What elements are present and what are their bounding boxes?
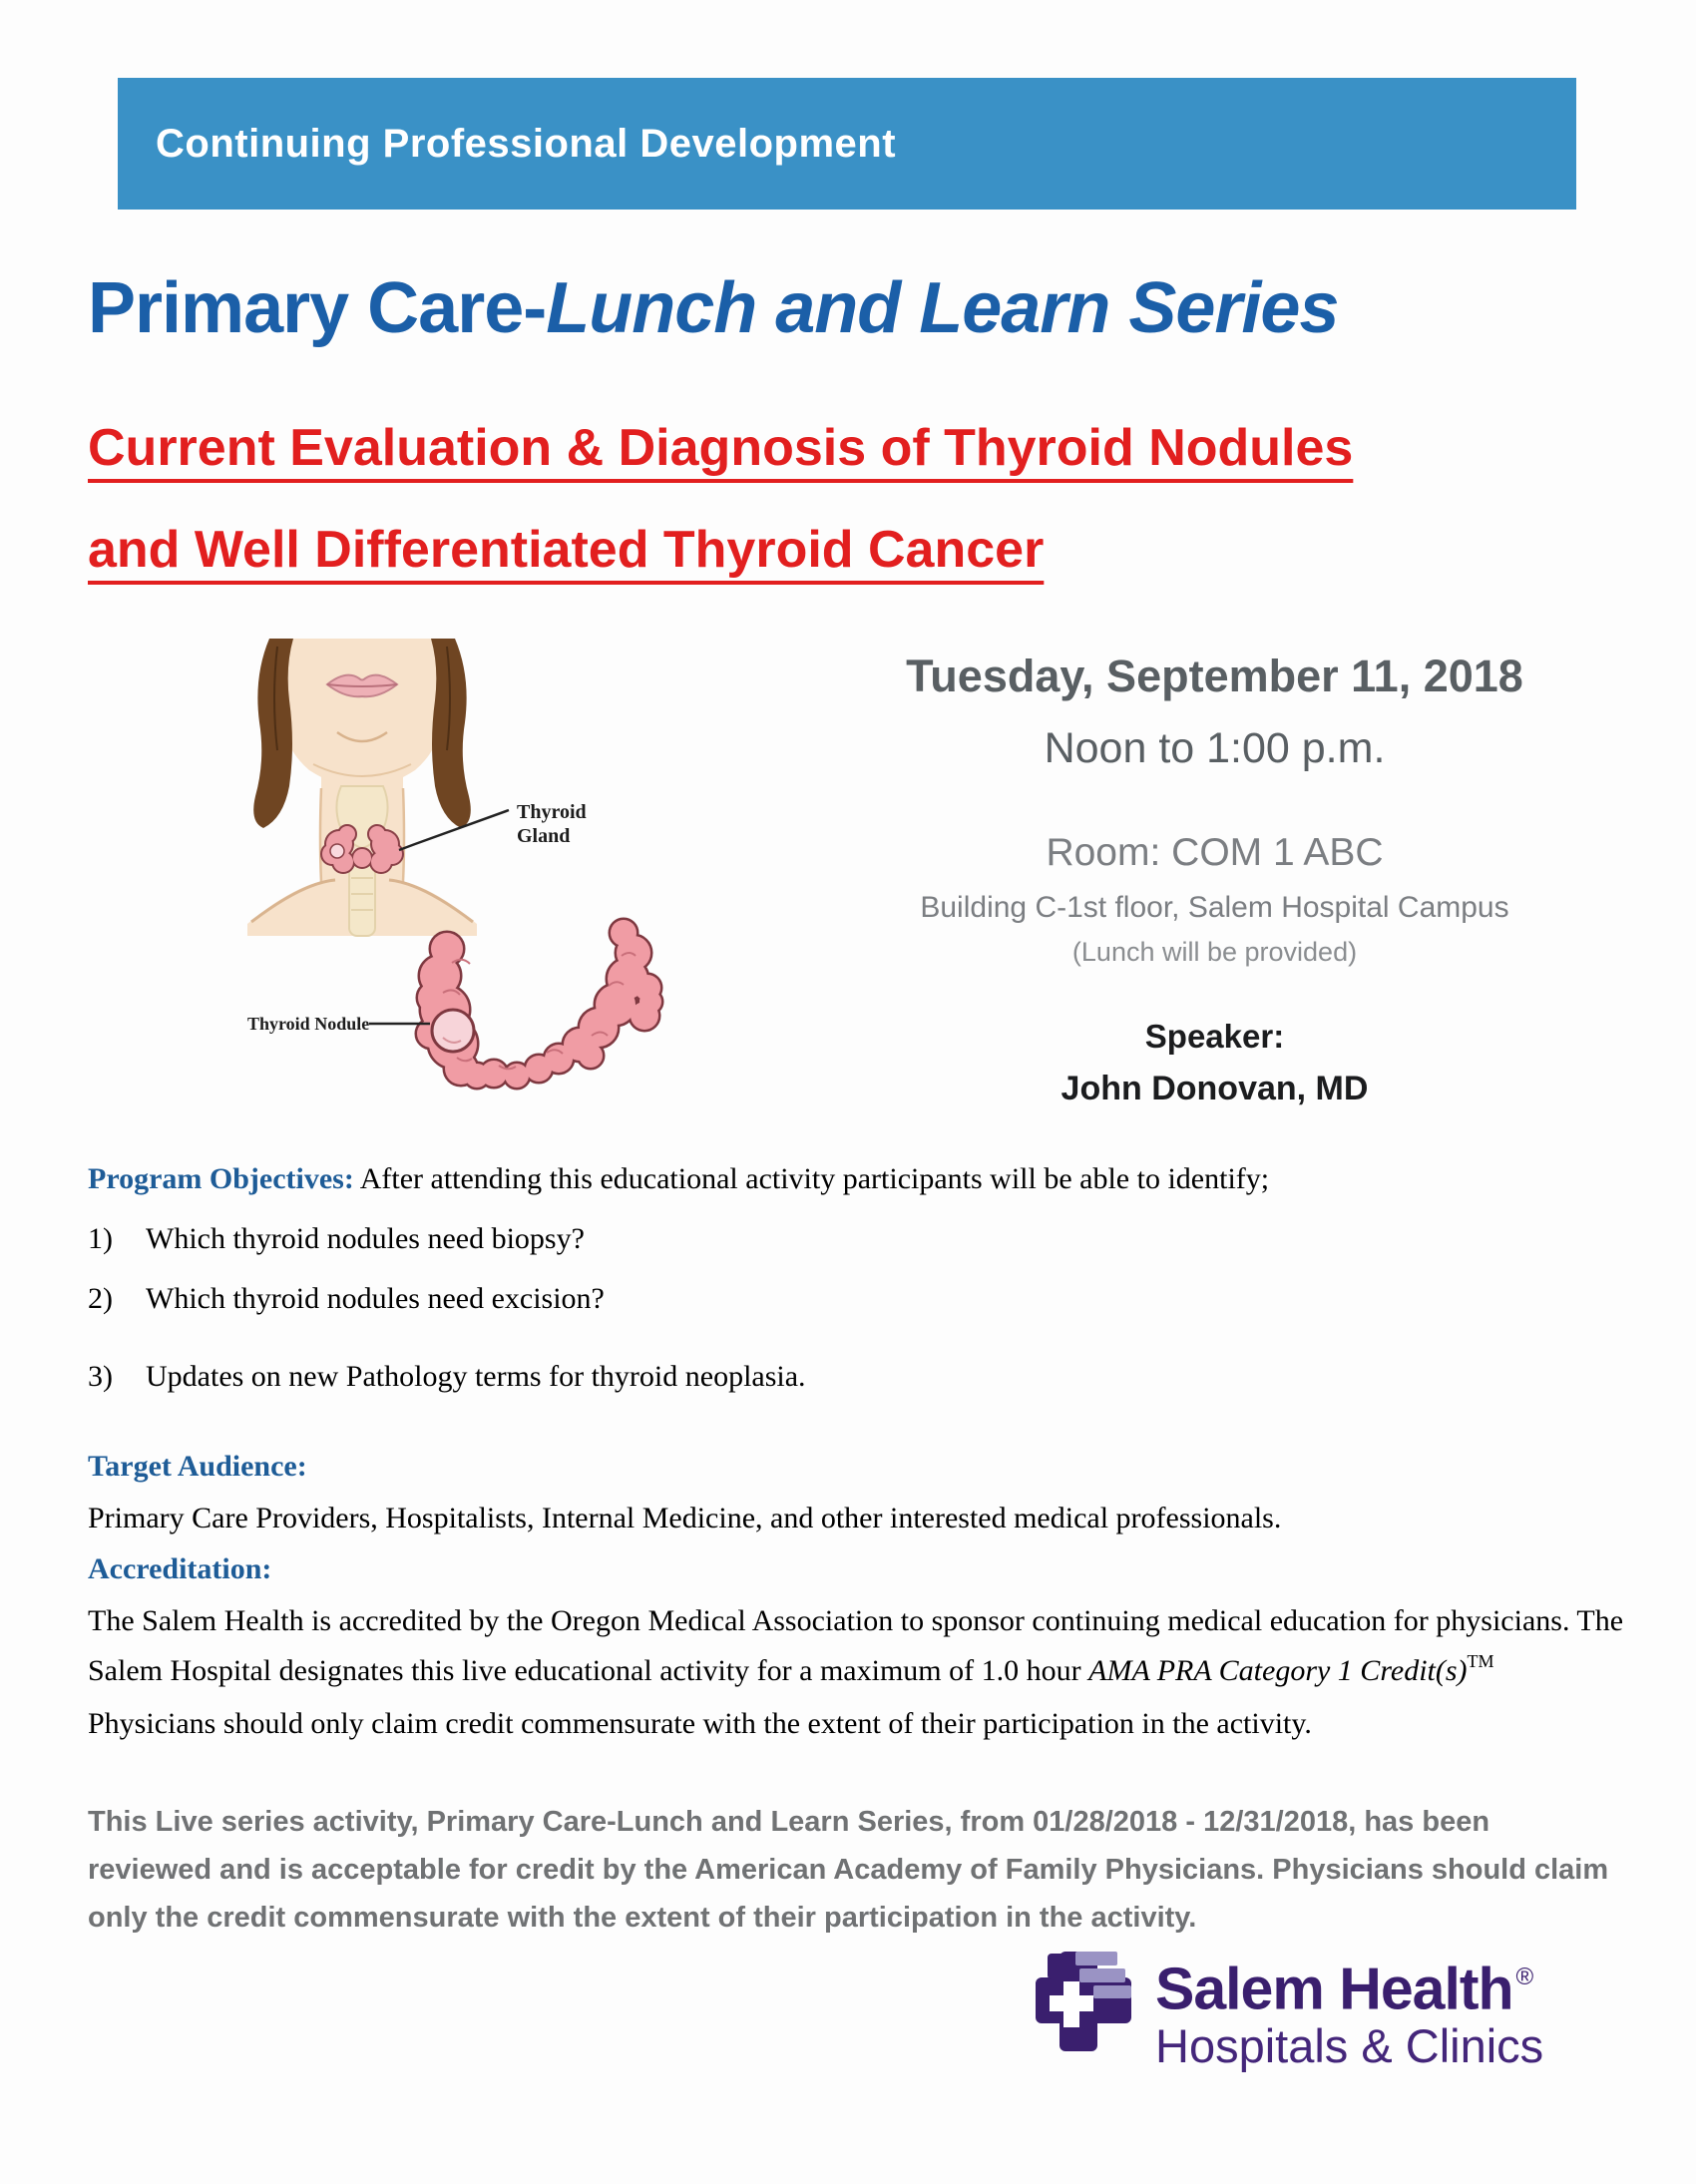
program-objectives-heading: Program Objectives: (88, 1162, 354, 1195)
thyroid-nodule-shape (432, 1010, 474, 1052)
objective-text: Which thyroid nodules need biopsy? (146, 1222, 585, 1255)
event-time: Noon to 1:00 p.m. (1044, 724, 1386, 772)
speaker-label: Speaker: (1144, 1018, 1285, 1055)
gland-label-line1: Thyroid (517, 801, 587, 823)
speaker-name: John Donovan, MD (1060, 1070, 1369, 1107)
accreditation-text-part2: Physicians should only claim credit commensurate with the extent of their participation in the activity. (88, 1707, 1312, 1740)
thyroid-closeup (417, 920, 661, 1088)
objective-item (88, 1355, 1614, 1399)
logo-name: Salem Health (1155, 1956, 1513, 2022)
target-audience-section (88, 1445, 1614, 1540)
objective-text: Which thyroid nodules need excision? (146, 1282, 605, 1315)
target-audience-heading: Target Audience: (88, 1450, 307, 1483)
objective-number: 2) (88, 1282, 113, 1315)
event-lunch-note: (Lunch will be provided) (1071, 937, 1358, 967)
objective-number: 3) (88, 1360, 113, 1393)
ama-pra-credit-phrase: AMA PRA Category 1 Credit(s) (1088, 1654, 1468, 1687)
event-topic-line2-wrap (88, 499, 1353, 601)
program-objectives-section (88, 1157, 1614, 1399)
page-title-italic: Lunch and Learn Series (546, 268, 1339, 348)
salem-health-cross-icon (1036, 1952, 1135, 2053)
salem-health-logo (1036, 1952, 1543, 2071)
aafp-credit-note: This Live series activity, Primary Care-Lunch and Learn Series, from 01/28/2018 - 12/31/2018, has been reviewed and is acceptable for credit by the American Academy of Family Physicians. Physicians should claim only the credit commensurate with the extent of their participation in the activity. (88, 1806, 1609, 1934)
program-objectives-intro: After attending this educational activity participants will be able to identify; (353, 1162, 1270, 1195)
objective-number: 1) (88, 1222, 113, 1255)
objective-item (88, 1277, 1614, 1321)
event-topic-line2: and Well Differentiated Thyroid Cancer (88, 521, 1045, 579)
event-details (843, 651, 1586, 1108)
event-date: Tuesday, September 11, 2018 (906, 651, 1523, 701)
objective-item (88, 1217, 1614, 1261)
trademark-superscript: TM (1467, 1651, 1494, 1671)
logo-tagline: Hospitals & Clinics (1155, 2018, 1544, 2072)
event-topic-heading (88, 397, 1353, 601)
event-building: Building C-1st floor, Salem Hospital Campus (920, 891, 1509, 924)
accreditation-heading: Accreditation: (88, 1552, 272, 1585)
header-banner (118, 78, 1576, 210)
accreditation-text-part1: The Salem Health is accredited by the Oregon Medical Association to sponsor continuing medical education for physicians. The Salem Hospital designates this live educational activity for a maximum of 1.0 hour (88, 1604, 1624, 1687)
page-title (88, 267, 1339, 349)
objective-text: Updates on new Pathology terms for thyroid neoplasia. (146, 1360, 806, 1393)
accreditation-section (88, 1544, 1624, 1749)
page-title-regular: Primary Care- (88, 268, 547, 348)
accreditation-text (88, 1596, 1624, 1749)
event-topic-line1: Current Evaluation & Diagnosis of Thyroid Nodules (88, 419, 1354, 477)
thyroid-illustration (247, 639, 676, 1092)
nodule-label: Thyroid Nodule (247, 1014, 370, 1034)
registered-mark: ® (1515, 1964, 1533, 1990)
banner-title: Continuing Professional Development (156, 121, 897, 166)
gland-label-line2: Gland (517, 825, 571, 847)
thyroid-illustration-svg (247, 639, 676, 1092)
logo-text (1155, 1952, 1543, 2071)
event-room: Room: COM 1 ABC (1046, 831, 1384, 874)
logo-name-line (1155, 1952, 1543, 2022)
event-topic-line1-wrap (88, 397, 1353, 499)
target-audience-text: Primary Care Providers, Hospitalists, Internal Medicine, and other interested medical professionals. (88, 1502, 1282, 1534)
program-objectives-intro-line (88, 1157, 1614, 1201)
